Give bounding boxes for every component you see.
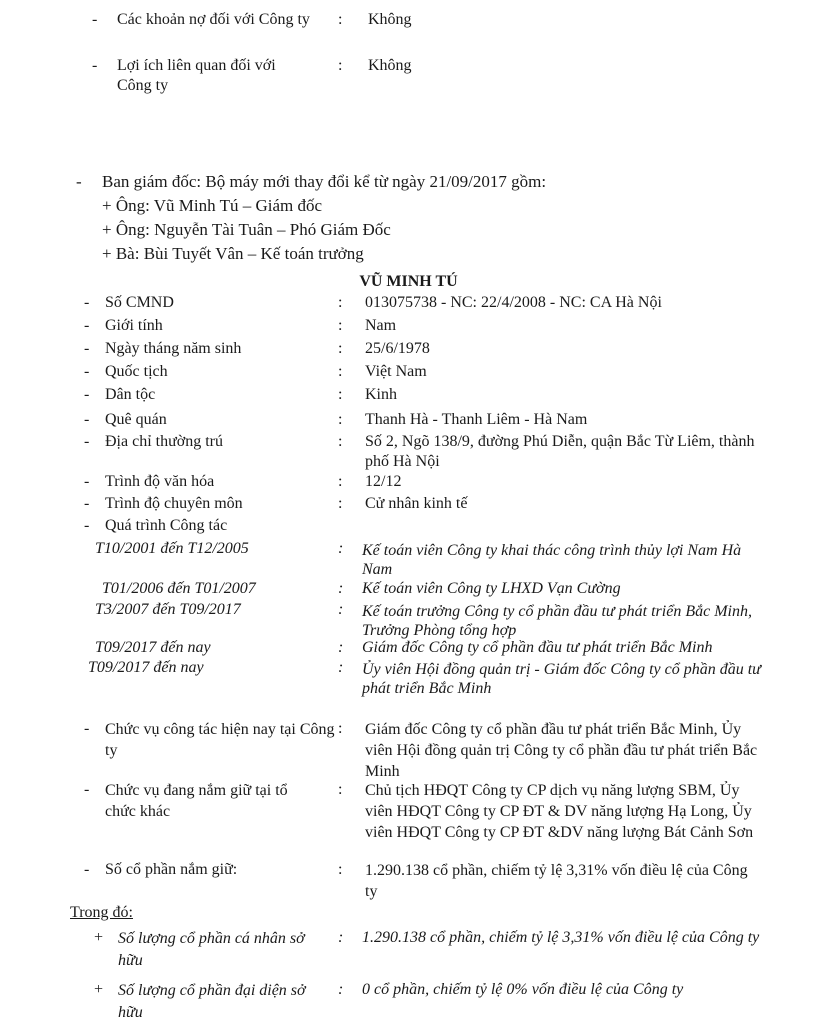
of-which-heading: Trong đó: <box>70 904 133 921</box>
bullet-dash: - <box>84 294 90 311</box>
field-label: Quê quán <box>105 411 167 428</box>
colon: : <box>338 363 343 380</box>
career-desc: Kế toán viên Công ty khai thác công trình thủy lợi Nam Hà Nam <box>362 542 742 578</box>
colon: : <box>338 433 343 450</box>
field-value: Kinh <box>365 386 397 403</box>
board-member: + Bà: Bùi Tuyết Vân – Kế toán trưởng <box>102 244 364 263</box>
bullet-dash: - <box>92 57 98 74</box>
other-positions-label: Chức vụ đang nắm giữ tại tổ chức khác <box>105 782 288 820</box>
field-label: Quá trình Công tác <box>105 517 228 534</box>
field-value: Nam <box>365 317 397 334</box>
colon: : <box>338 57 343 74</box>
colon: : <box>338 580 344 597</box>
colon: : <box>338 411 343 428</box>
board-member: + Ông: Vũ Minh Tú – Giám đốc <box>102 196 323 215</box>
colon: : <box>338 781 343 798</box>
bullet-dash: - <box>84 317 90 334</box>
colon: : <box>338 11 343 28</box>
bullet-dash: - <box>84 517 90 534</box>
field-label: Quốc tịch <box>105 363 168 380</box>
career-period: T3/2007 đến T09/2017 <box>95 601 241 618</box>
bullet-plus: + <box>93 981 104 998</box>
field-value: Thanh Hà - Thanh Liêm - Hà Nam <box>365 411 588 428</box>
field-value: Số 2, Ngõ 138/9, đường Phú Diễn, quận Bắc Từ Liêm, thành phố Hà Nội <box>365 433 755 470</box>
profile-name: VŨ MINH TÚ <box>359 273 458 290</box>
career-period: T09/2017 đến nay <box>88 659 204 676</box>
colon: : <box>338 294 343 311</box>
benefits-value: Không <box>368 57 412 74</box>
board-intro: Ban giám đốc: Bộ máy mới thay đổi kể từ ngày 21/09/2017 gồm: <box>102 172 547 191</box>
colon: : <box>338 659 344 676</box>
career-period: T09/2017 đến nay <box>95 639 211 656</box>
field-label: Địa chỉ thường trú <box>105 433 223 450</box>
bullet-dash: - <box>84 781 90 798</box>
current-position-label: Chức vụ công tác hiện nay tại Công ty <box>105 721 335 759</box>
bullet-dash: - <box>84 861 90 878</box>
field-value: 25/6/1978 <box>365 340 430 357</box>
field-label: Trình độ văn hóa <box>105 473 215 490</box>
colon: : <box>338 639 344 656</box>
career-desc: Giám đốc Công ty cổ phần đầu tư phát triển Bắc Minh <box>362 639 713 656</box>
bullet-dash: - <box>84 495 90 512</box>
colon: : <box>338 601 344 618</box>
shares-label: Số cổ phần nắm giữ: <box>105 861 238 878</box>
field-value: Cử nhân kinh tế <box>365 495 468 512</box>
field-value: Việt Nam <box>365 363 427 380</box>
colon: : <box>338 386 343 403</box>
career-desc: Ủy viên Hội đồng quản trị - Giám đốc Công ty cổ phần đầu tư phát triển Bắc Minh <box>362 661 761 697</box>
field-value: 013075738 - NC: 22/4/2008 - NC: CA Hà Nội <box>365 294 662 311</box>
shares-value: 1.290.138 cổ phần, chiếm tỷ lệ 3,31% vốn điều lệ của Công ty <box>365 862 748 900</box>
sub-shares-label: Số lượng cổ phần cá nhân sở hữu <box>118 930 305 969</box>
bullet-dash: - <box>84 386 90 403</box>
field-label: Số CMND <box>105 294 174 311</box>
bullet-dash: - <box>84 433 90 450</box>
colon: : <box>338 720 343 737</box>
bullet-dash: - <box>84 473 90 490</box>
colon: : <box>338 540 344 557</box>
bullet-dash: - <box>84 720 90 737</box>
sub-shares-value: 0 cổ phần, chiếm tỷ lệ 0% vốn điều lệ của Công ty <box>362 981 684 998</box>
field-label: Trình độ chuyên môn <box>105 495 243 512</box>
bullet-dash: - <box>84 340 90 357</box>
debts-label: Các khoản nợ đối với Công ty <box>117 11 310 28</box>
benefits-label: Lợi ích liên quan đối với Công ty <box>117 57 276 94</box>
other-positions-value: Chủ tịch HĐQT Công ty CP dịch vụ năng lượng SBM, Ủy viên HĐQT Công ty CP ĐT & DV năng lượng Hạ Long, Ủy viên HĐQT Công ty CP ĐT &DV năng lượng Bát Cảnh Sơn <box>365 782 754 841</box>
colon: : <box>338 981 344 998</box>
colon: : <box>338 861 343 878</box>
career-period: T01/2006 đến T01/2007 <box>102 580 256 597</box>
sub-shares-label: Số lượng cổ phần đại diện sở hữu <box>118 982 306 1021</box>
career-desc: Kế toán trưởng Công ty cổ phần đầu tư phát triển Bắc Minh, Trưởng Phòng tổng hợp <box>362 603 752 639</box>
colon: : <box>338 929 344 946</box>
field-label: Dân tộc <box>105 386 156 403</box>
bullet-dash: - <box>84 411 90 428</box>
board-member: + Ông: Nguyễn Tài Tuân – Phó Giám Đốc <box>102 220 391 239</box>
colon: : <box>338 495 343 512</box>
colon: : <box>338 473 343 490</box>
bullet-dash: - <box>92 11 98 28</box>
current-position-value: Giám đốc Công ty cổ phần đầu tư phát triển Bắc Minh, Ủy viên Hội đồng quản trị Công ty cổ phần đầu tư phát triển Bắc Minh <box>365 721 758 780</box>
field-value: 12/12 <box>365 473 402 490</box>
sub-shares-value: 1.290.138 cổ phần, chiếm tỷ lệ 3,31% vốn điều lệ của Công ty <box>362 929 760 946</box>
field-label: Ngày tháng năm sinh <box>105 340 242 357</box>
colon: : <box>338 317 343 334</box>
bullet-dash: - <box>76 172 82 191</box>
bullet-plus: + <box>93 929 104 946</box>
field-label: Giới tính <box>105 317 163 334</box>
career-period: T10/2001 đến T12/2005 <box>95 540 249 557</box>
debts-value: Không <box>368 11 412 28</box>
bullet-dash: - <box>84 363 90 380</box>
career-desc: Kế toán viên Công ty LHXD Vạn Cường <box>362 580 621 597</box>
colon: : <box>338 340 343 357</box>
